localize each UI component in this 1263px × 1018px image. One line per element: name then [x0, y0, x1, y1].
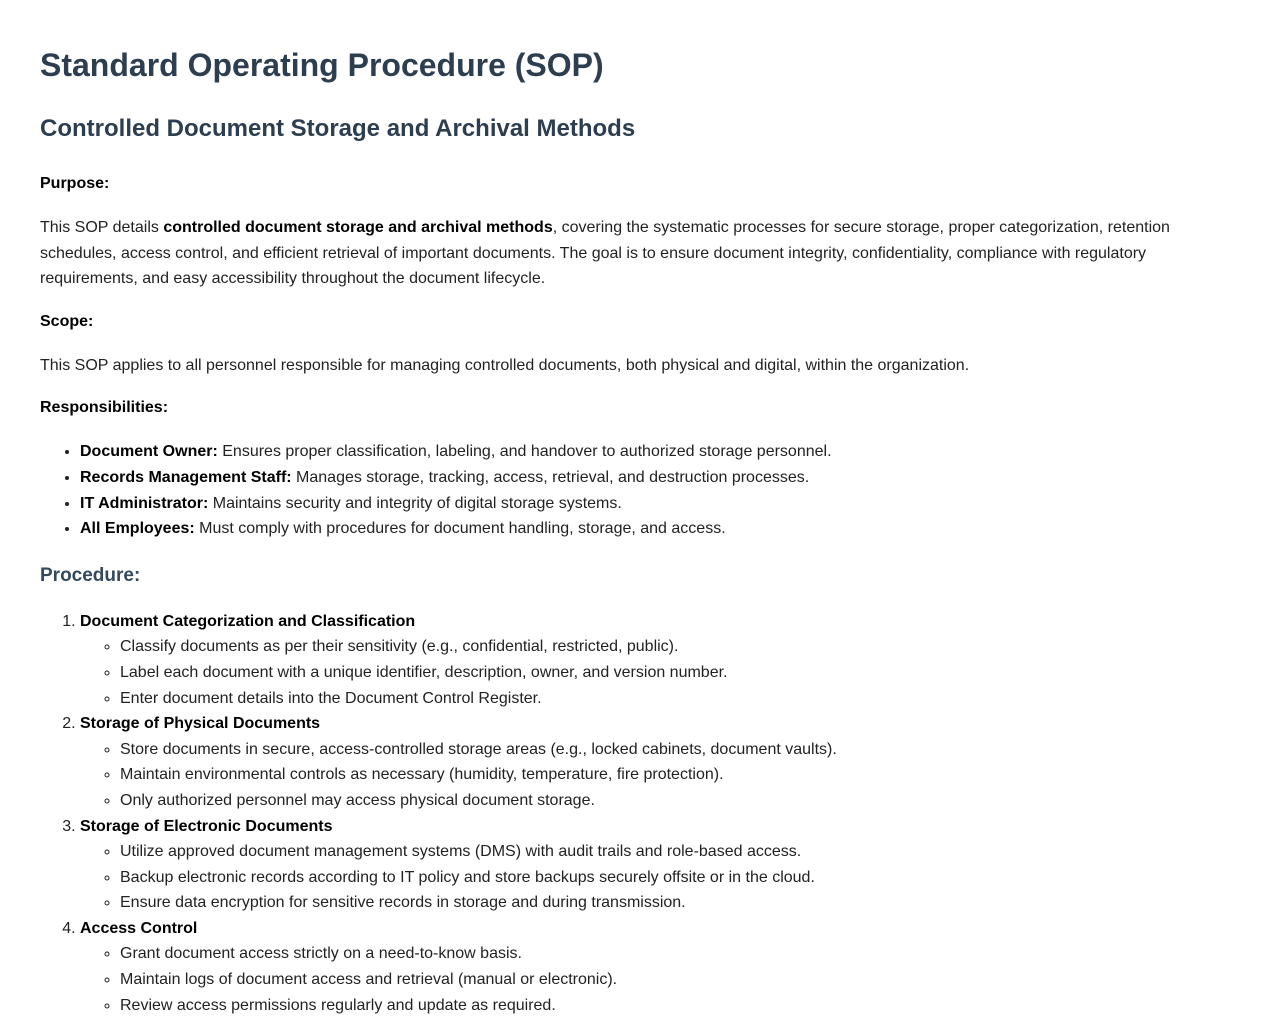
procedure-step [80, 711, 1223, 813]
list-item [80, 491, 1223, 517]
list-item [80, 439, 1223, 465]
list-item: ◦ Maintain logs of document access and retrieval (manual or electronic). [120, 967, 1223, 993]
step-items [80, 839, 1223, 916]
purpose-text [40, 215, 1223, 292]
list-item: ◦ Store documents in secure, access-controlled storage areas (e.g., locked cabinets, document vaults). [120, 737, 1223, 763]
scope-label: Scope: [40, 312, 94, 330]
list-item: ◦ Ensure data encryption for sensitive records in storage and during transmission. [120, 890, 1223, 916]
list-item: ◦ Maintain environmental controls as necessary (humidity, temperature, fire protection). [120, 762, 1223, 788]
list-item: ◦ Review access permissions regularly and update as required. [120, 993, 1223, 1018]
step-title: Access Control [80, 919, 198, 937]
procedure-step [80, 814, 1223, 916]
list-item: ◦ Enter document details into the Document Control Register. [120, 686, 1223, 712]
list-item [80, 516, 1223, 542]
list-item: ◦ Utilize approved document management systems (DMS) with audit trails and role-based access. [120, 839, 1223, 865]
step-title: Storage of Physical Documents [80, 715, 321, 733]
page-title: Standard Operating Procedure (SOP) [40, 47, 604, 83]
list-item: ◦ Classify documents as per their sensitivity (e.g., confidential, restricted, public). [120, 634, 1223, 660]
role-name: IT Administrator: [80, 494, 209, 512]
role-description: Maintains security and integrity of digital storage systems. [208, 494, 622, 512]
procedure-steps [40, 609, 1223, 1018]
purpose-text-emphasis: controlled document storage and archival methods [163, 219, 553, 236]
list-item: ◦ Only authorized personnel may access physical document storage. [120, 788, 1223, 814]
role-name: All Employees: [80, 520, 195, 538]
role-name: Document Owner: [80, 443, 218, 461]
purpose-text-end: , covering the systematic processes for secure storage, proper categorization, retention schedules, access control, and efficient retrieval of important documents. The goal is to ensure document integrity, confidentiality, compliance with regulatory requirements, and easy accessibility throughout the document lifecycle. [40, 219, 1170, 288]
scope-text: This SOP applies to all personnel responsible for managing controlled documents, both physical and digital, within the organization. [40, 356, 970, 374]
step-items [80, 737, 1223, 814]
purpose-label: Purpose: [40, 175, 110, 192]
step-items [80, 634, 1223, 711]
page-subtitle: Controlled Document Storage and Archival Methods [40, 115, 636, 142]
procedure-heading: Procedure: [40, 564, 141, 586]
step-title: Document Categorization and Classification [80, 612, 416, 630]
role-name: Records Management Staff: [80, 468, 292, 486]
step-title: Storage of Electronic Documents [80, 817, 333, 835]
list-item [80, 465, 1223, 491]
role-description: Ensures proper classification, labeling, and handover to authorized storage personnel. [217, 443, 832, 461]
procedure-step [80, 916, 1223, 1018]
role-description: Must comply with procedures for document handling, storage, and access. [194, 520, 726, 538]
step-items [80, 941, 1223, 1018]
list-item: ◦ Backup electronic records according to IT policy and store backups securely offsite or in the cloud. [120, 865, 1223, 891]
list-item: ◦ Grant document access strictly on a need-to-know basis. [120, 941, 1223, 967]
list-item: ◦ Label each document with a unique identifier, description, owner, and version number. [120, 660, 1223, 686]
responsibilities-list [40, 439, 1223, 541]
responsibilities-label: Responsibilities: [40, 399, 169, 417]
procedure-step [80, 609, 1223, 711]
role-description: Manages storage, tracking, access, retrieval, and destruction processes. [291, 468, 810, 486]
purpose-text-start: This SOP details [40, 219, 164, 236]
